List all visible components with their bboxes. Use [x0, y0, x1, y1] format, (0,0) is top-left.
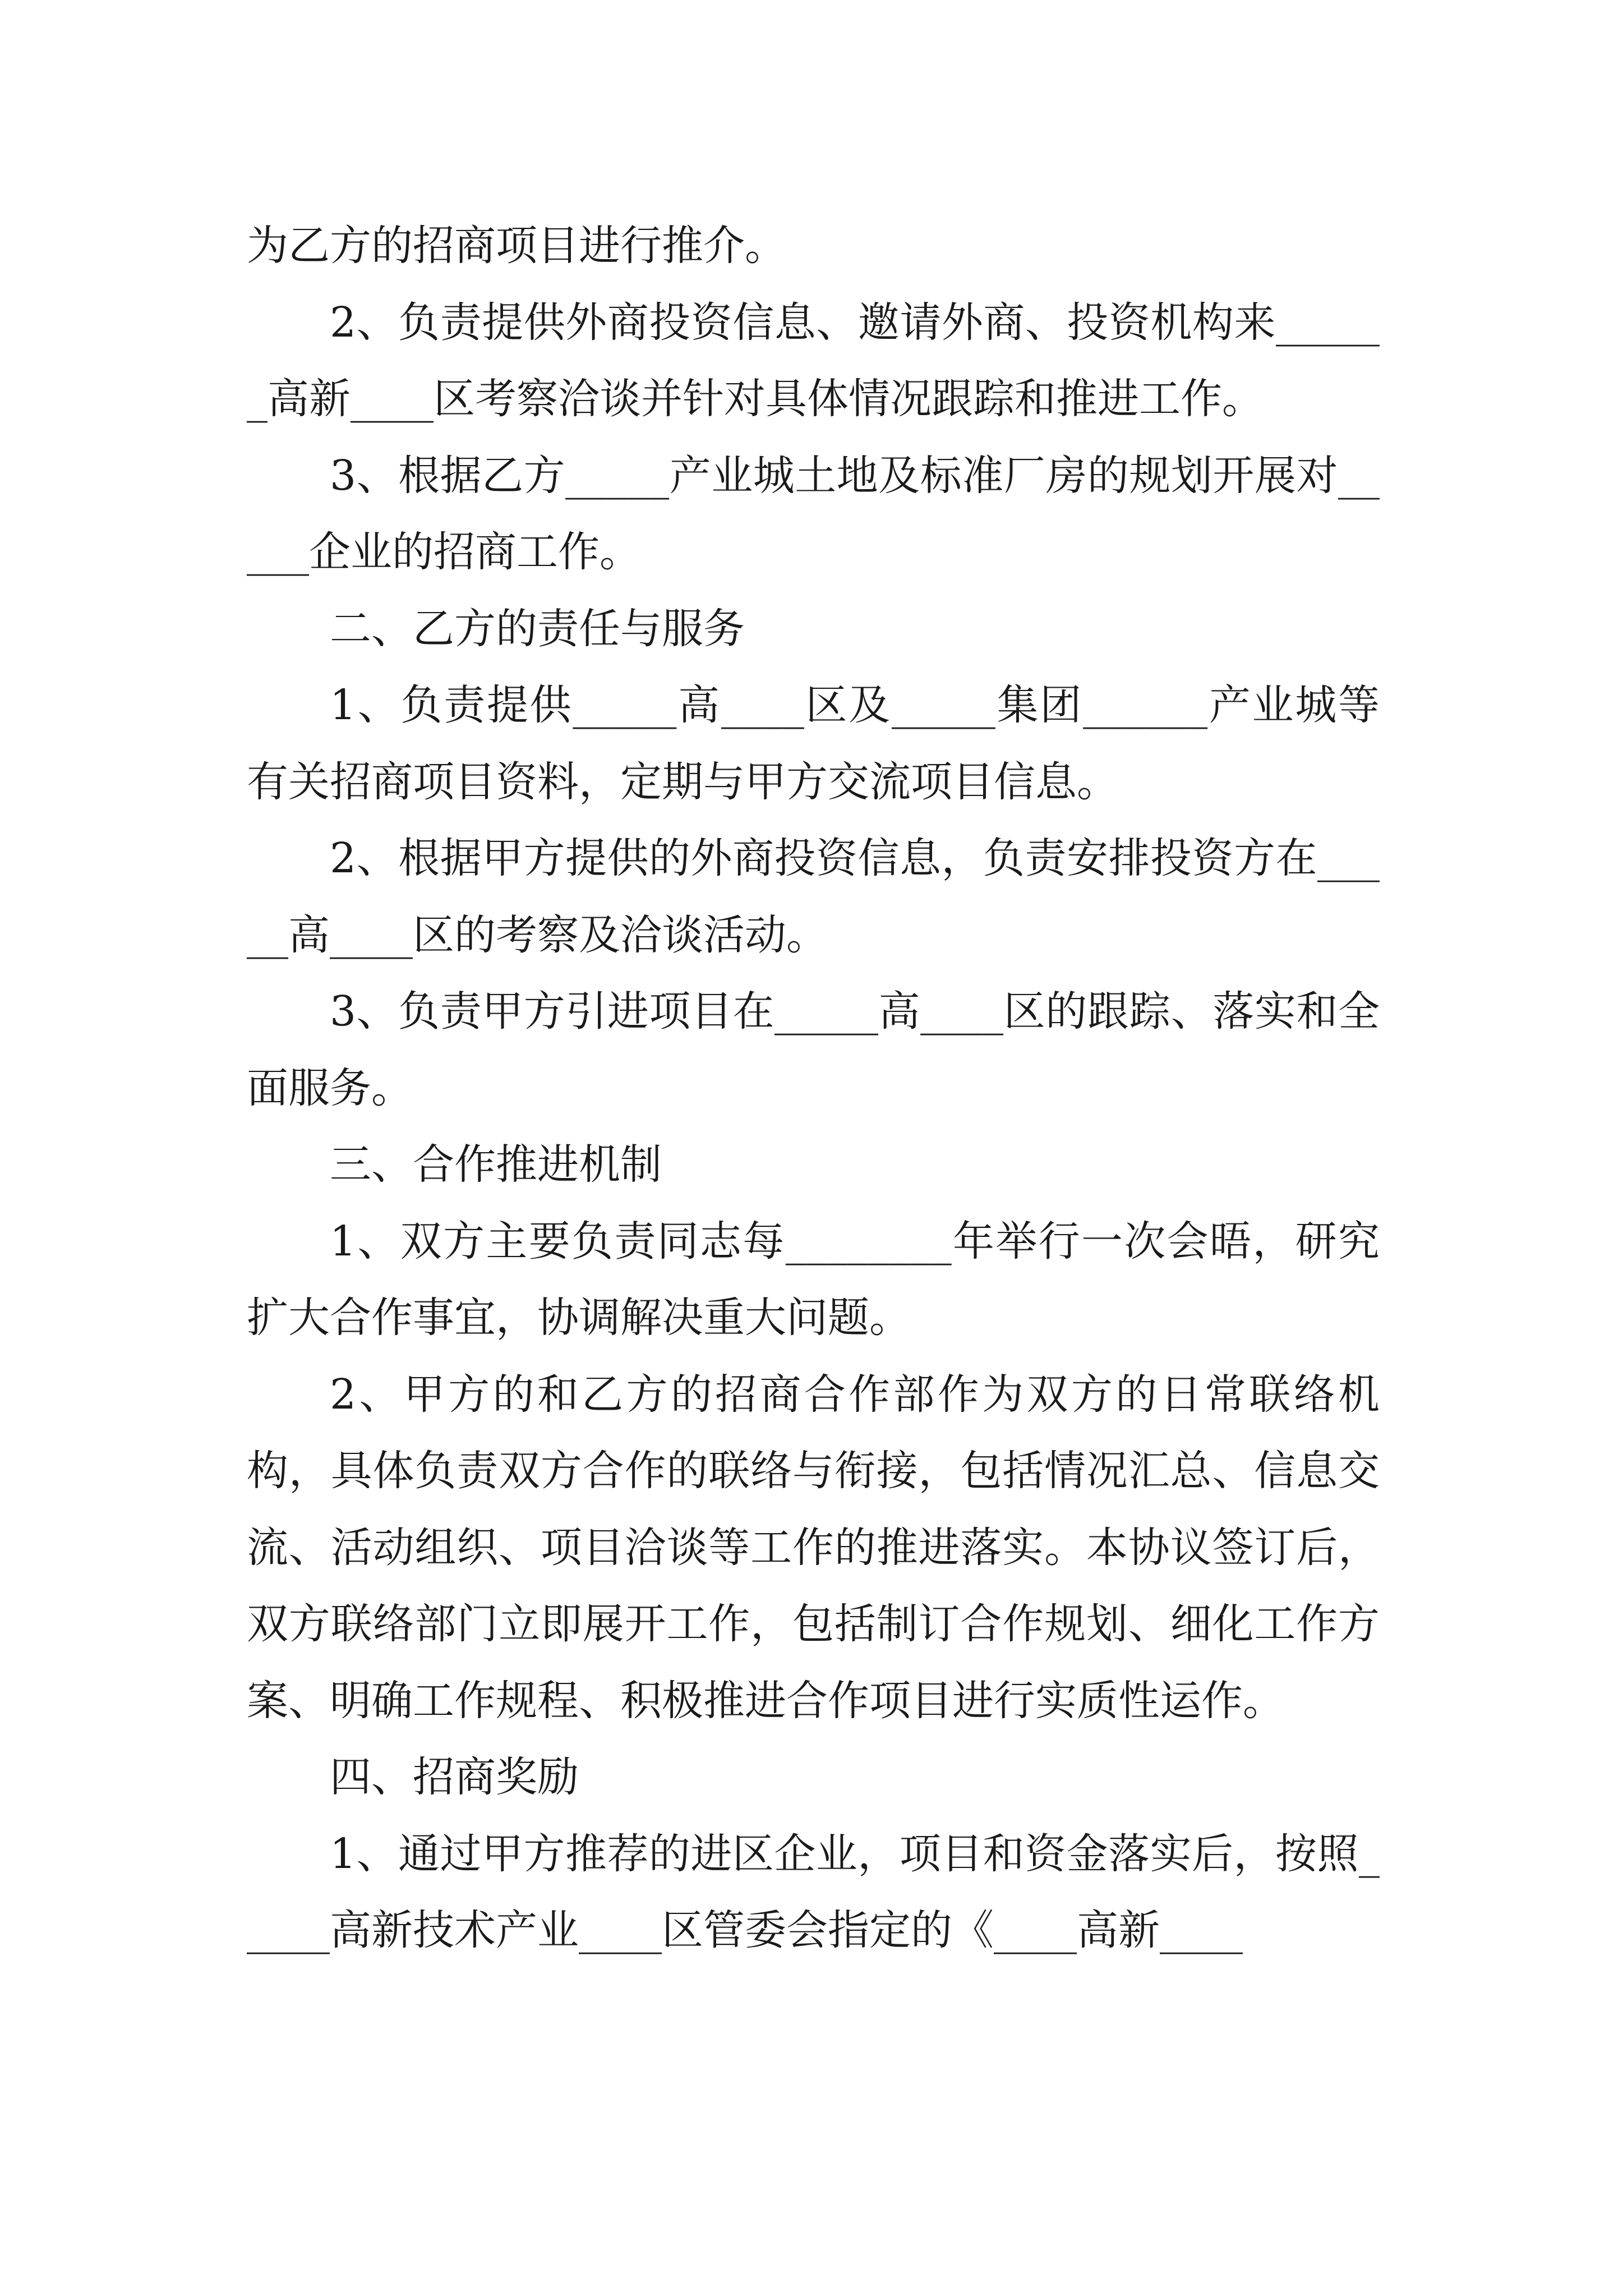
paragraph-item-b1: 1、负责提供_____高____区及_____集团______产业城等有关招商项目资料，定期与甲方交流项目信息。: [247, 681, 1380, 806]
paragraph-item-b2: 2、根据甲方提供的外商投资信息，负责安排投资方在_____高____区的考察及洽谈活动。: [247, 834, 1380, 959]
paragraph-item-d1: 1、通过甲方推荐的进区企业，项目和资金落实后，按照_____高新技术产业____区管委会指定的《____高新____: [247, 1829, 1380, 1954]
paragraph-item-a2: 2、负责提供外商投资信息、邀请外商、投资机构来______高新____区考察洽谈并针对具体情况跟踪和推进工作。: [247, 298, 1380, 423]
document-body: [247, 208, 1380, 1969]
section-heading-4: 四、招商奖励: [330, 1753, 579, 1801]
section-heading-2: 二、乙方的责任与服务: [330, 604, 745, 653]
paragraph-item-b3: 3、负责甲方引进项目在_____高____区的跟踪、落实和全面服务。: [247, 987, 1380, 1112]
paragraph-item-c1: 1、双方主要负责同志每________年举行一次会晤，研究扩大合作事宜，协调解决重大问题。: [247, 1217, 1380, 1342]
paragraph-continuation: 为乙方的招商项目进行推介。: [247, 222, 786, 270]
paragraph-item-a3: 3、根据乙方_____产业城土地及标准厂房的规划开展对_____企业的招商工作。: [247, 451, 1380, 576]
paragraph-item-c2: 2、甲方的和乙方的招商合作部作为双方的日常联络机构，具体负责双方合作的联络与衔接，包括情况汇总、信息交流、活动组织、项目洽谈等工作的推进落实。本协议签订后，双方联络部门立即展开工作，包括制订合作规划、细化工作方案、明确工作规程、积极推进合作项目进行实质性运作。: [247, 1370, 1380, 1725]
section-heading-3: 三、合作推进机制: [330, 1140, 662, 1189]
